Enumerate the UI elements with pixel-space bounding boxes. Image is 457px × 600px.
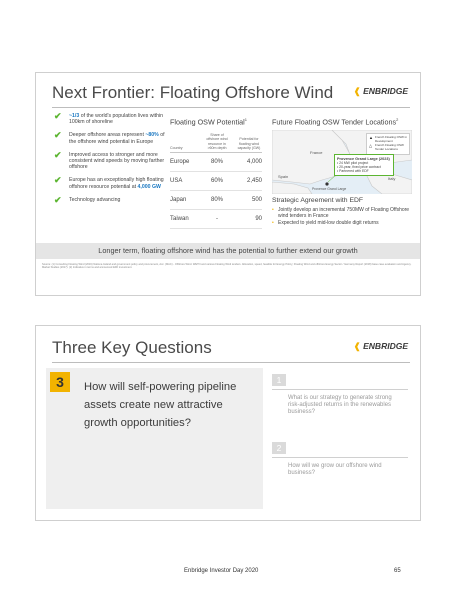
- callout-title: Provence Grand Large (2023): [337, 157, 390, 161]
- question-number-badge: 3: [50, 372, 70, 392]
- bullet-item: ✔ Deeper offshore areas represent ~80% of the offshore wind potential in Europe: [54, 130, 165, 145]
- project-callout: Provence Grand Large (2023) • 24 MW pilot project • 20-year, fixed price contract • Partnered with EDF: [334, 154, 394, 176]
- enbridge-mark-icon: ❰: [353, 341, 364, 351]
- legend-item: ▲ French Floating OSW in Development: [369, 135, 408, 143]
- tender-locations-map: [272, 130, 412, 194]
- page-number: 65: [394, 568, 401, 574]
- map-title: Future Floating OSW Tender Locations$^2$: [272, 117, 399, 127]
- title-divider: [52, 107, 410, 108]
- edf-item: • Expected to yield mid-low double digit returns: [272, 220, 412, 226]
- check-icon: ✔: [54, 130, 62, 141]
- label-italy: Italy: [388, 176, 396, 181]
- question-item: [272, 370, 408, 416]
- header-share: Share of offshore wind resource in >60m depth: [206, 133, 228, 150]
- question-text: How will self-powering pipeline assets create new attractive growth opportunities?: [84, 381, 237, 429]
- label-spain: Spain: [278, 174, 289, 179]
- bullet-item: ✔ Improved access to stronger and more consistent wind speeds by moving farther offshore: [54, 149, 165, 171]
- check-icon: ✔: [54, 149, 62, 160]
- check-icon: ✔: [54, 175, 62, 186]
- header-potential: Potential for floating wind capacity (GW): [237, 137, 261, 150]
- active-question-box: [46, 368, 263, 509]
- bullet-list: [54, 113, 172, 210]
- enbridge-logo: [354, 86, 408, 97]
- enbridge-mark-icon: ❰: [353, 86, 364, 96]
- map-legend: [366, 133, 410, 155]
- bullet-item: ✔ ~1/3 of the world's population lives within 100km of shoreline: [54, 111, 163, 126]
- question-text: How will we grow our offshore wind business?: [288, 463, 382, 476]
- slide-three-key-questions: [35, 325, 421, 521]
- source-footnote: Source: (1) Consulting Floating Wind (2019) Nationa Ireland and government policy and procurement, Acc. (MAC) - Offshore Wind. WETN and various Floating Wind tenders. Allocation, speed, feasible for Energy Policy; Floating Wind and offshore Energy Sector / Germany Report (2018) base case evaluation and Agency. Market Studies (2017). (2) Indicative in terms and announced EDF investment.: [42, 263, 412, 270]
- check-icon: ✔: [54, 194, 62, 205]
- table-row: Taiwan - 90: [170, 210, 262, 229]
- question-item: [272, 438, 408, 477]
- question-text: What is our strategy to generate strong risk-adjusted returns in the renewables business?: [288, 395, 392, 415]
- question-number: 1: [272, 374, 286, 386]
- potential-table: [170, 130, 262, 229]
- question-divider: [272, 457, 408, 458]
- enbridge-logo: [354, 341, 408, 352]
- header-country: Country: [170, 145, 183, 150]
- logo-text: ENBRIDGE: [363, 341, 408, 351]
- label-france: France: [310, 150, 323, 155]
- edf-title: Strategic Agreement with EDF: [272, 197, 364, 204]
- table-row: USA 60% 2,450: [170, 172, 262, 191]
- check-icon: ✔: [54, 111, 62, 121]
- label-project: Provence Grand Large: [312, 187, 347, 191]
- table-row: Japan 80% 500: [170, 191, 262, 210]
- slide-title: Next Frontier: Floating Offshore Wind: [52, 83, 334, 102]
- conclusion-banner: Longer term, floating offshore wind has the potential to further extend our growth: [36, 243, 420, 259]
- triangle-icon: ▲: [369, 135, 373, 140]
- question-number: 2: [272, 442, 286, 454]
- table-row: Europe 80% 4,000: [170, 153, 262, 172]
- footer-text: Enbridge Investor Day 2020: [184, 568, 259, 574]
- table-title: Floating OSW Potential$^1$: [170, 117, 247, 127]
- edf-list: [272, 207, 412, 227]
- bullet-item: ✔ Technology advancing: [54, 194, 121, 205]
- slide-floating-offshore-wind: [35, 72, 421, 296]
- bullet-item: ✔ Europe has an exceptionally high floating offshore resource potential at 4,000 GW: [54, 175, 164, 190]
- table-header: [170, 130, 262, 153]
- question-divider: [272, 389, 408, 390]
- title-divider: [52, 362, 410, 363]
- edf-item: • Jointly develop an incremental 750MW of Floating Offshore wind tenders in France: [272, 207, 412, 219]
- project-marker: [325, 182, 328, 185]
- legend-item: △ French Floating OSW Tender Locations: [369, 143, 404, 151]
- logo-text: ENBRIDGE: [363, 86, 408, 96]
- triangle-outline-icon: △: [369, 143, 373, 149]
- slide-title: Three Key Questions: [52, 338, 212, 357]
